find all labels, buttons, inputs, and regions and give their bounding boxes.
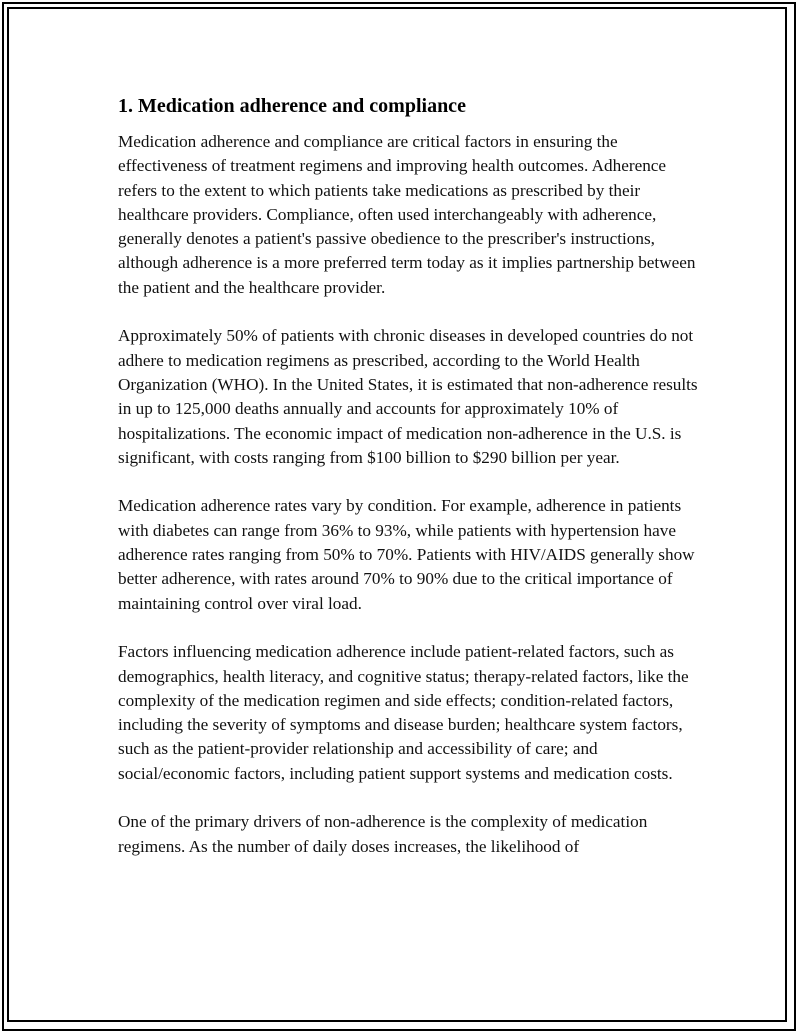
paragraph-statistics: Approximately 50% of patients with chronic diseases in developed countries do not adhere to medication regimens as prescribed, according to the World Health Organization (WHO). In the United States, it is estimated that non-adherence results in up to 125,000 deaths annually and accounts for approximately 10% of hospitalizations. The economic impact of medication non-adherence in the U.S. is significant, with costs ranging from $100 billion to $290 billion per year. <box>118 326 698 467</box>
paragraph-complexity: One of the primary drivers of non-adherence is the complexity of medication regimens. As the number of daily doses increases, the likelihood of <box>118 812 648 856</box>
paragraph-adherence-rates: Medication adherence rates vary by condition. For example, adherence in patients with diabetes can range from 36% to 93%, while patients with hypertension have adherence rates ranging from 50% to 70%. Patients with HIV/AIDS generally show better adherence, with rates around 70% to 90% due to the critical importance of maintaining control over viral load. <box>118 496 695 613</box>
paragraph-definition: Medication adherence and compliance are critical factors in ensuring the effectiveness of treatment regimens and improving health outcomes. Adherence refers to the extent to which patients take medications as prescribed by their healthcare providers. Compliance, often used interchangeably with adherence, generally denotes a patient's passive obedience to the prescriber's instructions, although adherence is a more preferred term today as it implies partnership between the patient and the healthcare provider. <box>118 132 696 297</box>
document-body <box>118 92 698 883</box>
section-title: 1. Medication adherence and compliance <box>118 95 466 117</box>
paragraph-factors: Factors influencing medication adherence include patient-related factors, such as demographics, health literacy, and cognitive status; therapy-related factors, like the complexity of the medication regimen and side effects; condition-related factors, including the severity of symptoms and disease burden; healthcare system factors, such as the patient-provider relationship and accessibility of care; and social/economic factors, including patient support systems and medication costs. <box>118 642 689 783</box>
